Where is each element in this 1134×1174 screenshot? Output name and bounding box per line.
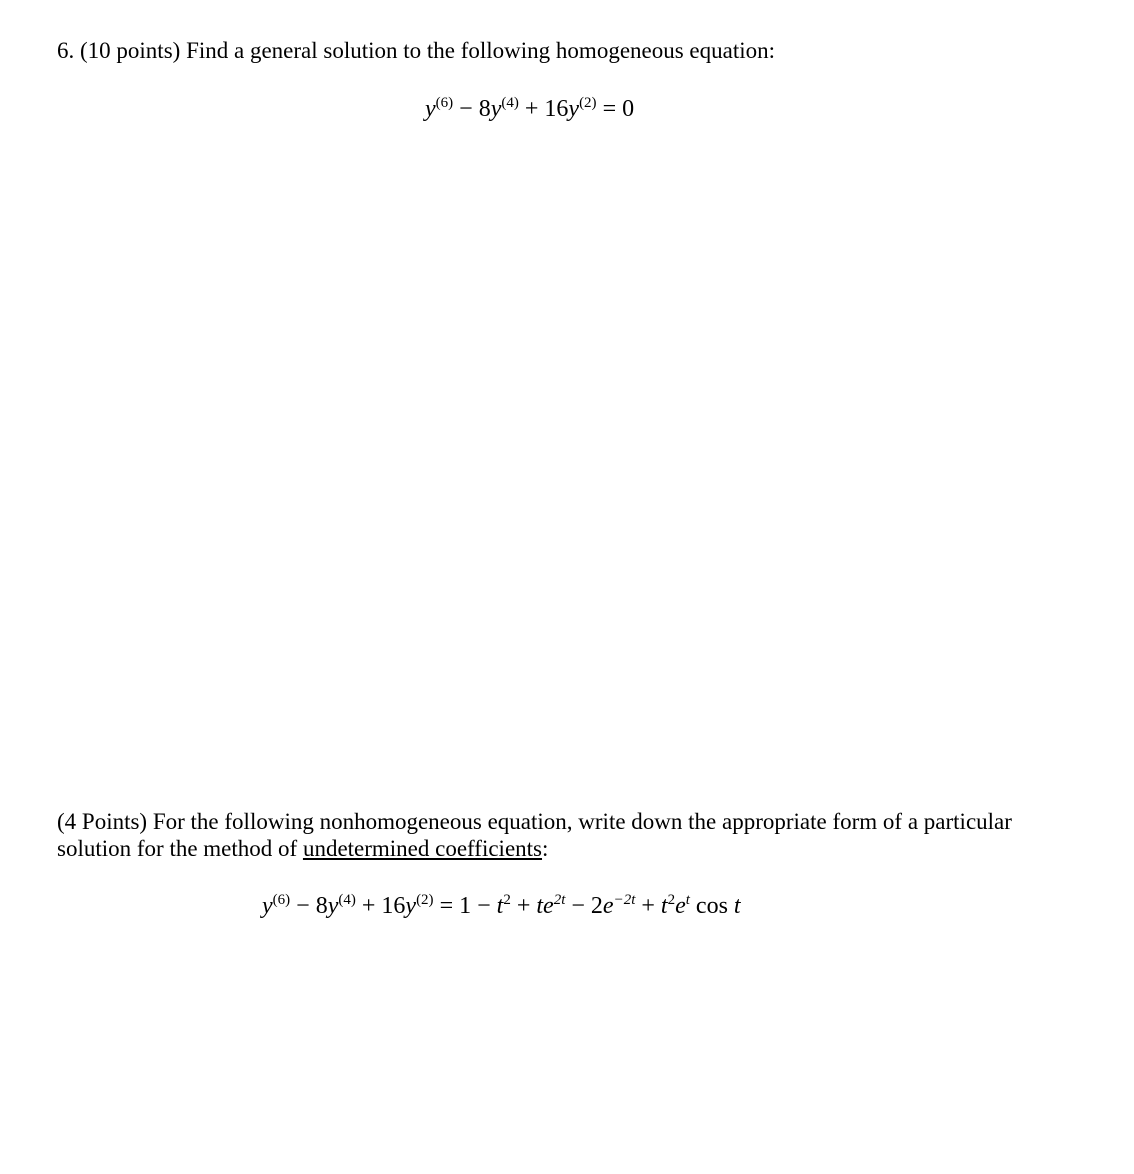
eq2-coef-8: 8 <box>315 893 328 919</box>
question-points: (10 points) <box>80 38 181 63</box>
part-b-text: For the following nonhomogeneous equation, write down the appropriate form of a particular solution for the method of <box>57 809 1012 861</box>
eq2-exp-minus-2t: −2t <box>613 892 636 908</box>
eq2-t-squared: 2 <box>503 892 511 908</box>
eq1-equals: = <box>602 96 617 122</box>
nonhomogeneous-equation <box>262 891 741 921</box>
eq1-coef-16: 16 <box>544 96 569 122</box>
eq2-minus-3: − <box>571 893 585 919</box>
eq2-e-2: e <box>602 893 614 919</box>
eq2-plus-3: + <box>641 893 655 919</box>
eq2-plus-1: + <box>361 893 376 919</box>
part-b-points: (4 Points) <box>57 809 148 834</box>
homogeneous-equation <box>425 94 634 124</box>
eq2-e-3: e <box>675 893 686 919</box>
eq2-order-4: (4) <box>338 892 356 908</box>
part-b-underlined-term: undetermined coefficients <box>302 836 543 861</box>
eq2-y-term: y <box>262 893 273 919</box>
eq2-coef-2: 2 <box>590 893 603 919</box>
eq1-y-term-2: y <box>490 96 502 122</box>
eq1-rhs: 0 <box>622 96 635 122</box>
eq1-order-6: (6) <box>435 95 454 111</box>
eq1-coef-8: 8 <box>478 96 491 122</box>
eq2-plus-2: + <box>516 893 531 919</box>
eq2-y-term-3: y <box>405 893 417 919</box>
eq1-plus: + <box>524 96 539 122</box>
eq2-coef-16: 16 <box>381 893 406 919</box>
eq2-cos: cos <box>695 893 728 919</box>
eq1-order-2: (2) <box>579 95 597 111</box>
eq2-minus-1: − <box>296 893 310 919</box>
eq2-equals: = <box>439 893 454 919</box>
eq2-t-2: t <box>536 893 544 919</box>
eq2-one: 1 <box>459 893 472 919</box>
eq2-t: t <box>496 893 504 919</box>
eq2-y-term-2: y <box>327 893 339 919</box>
question-number: 6. <box>57 38 75 63</box>
eq2-t-squared-2: 2 <box>667 892 676 908</box>
part-b-prompt <box>57 808 1077 862</box>
eq1-minus: − <box>459 96 473 122</box>
eq2-exp-2t: 2t <box>553 892 566 908</box>
eq1-y-term: y <box>425 96 436 122</box>
eq2-minus-2: − <box>477 893 491 919</box>
eq2-exp-t: t <box>685 892 690 908</box>
question-6-heading <box>57 37 775 65</box>
eq2-t-3: t <box>660 893 668 919</box>
eq2-order-2: (2) <box>416 892 434 908</box>
eq1-order-4: (4) <box>501 95 519 111</box>
question-prompt: Find a general solution to the following homogeneous equation: <box>186 38 776 63</box>
eq1-y-term-3: y <box>568 96 580 122</box>
eq2-order-6: (6) <box>272 892 291 908</box>
part-b-colon: : <box>542 836 549 861</box>
eq2-e-1: e <box>543 893 554 919</box>
eq2-t-4: t <box>733 893 741 919</box>
